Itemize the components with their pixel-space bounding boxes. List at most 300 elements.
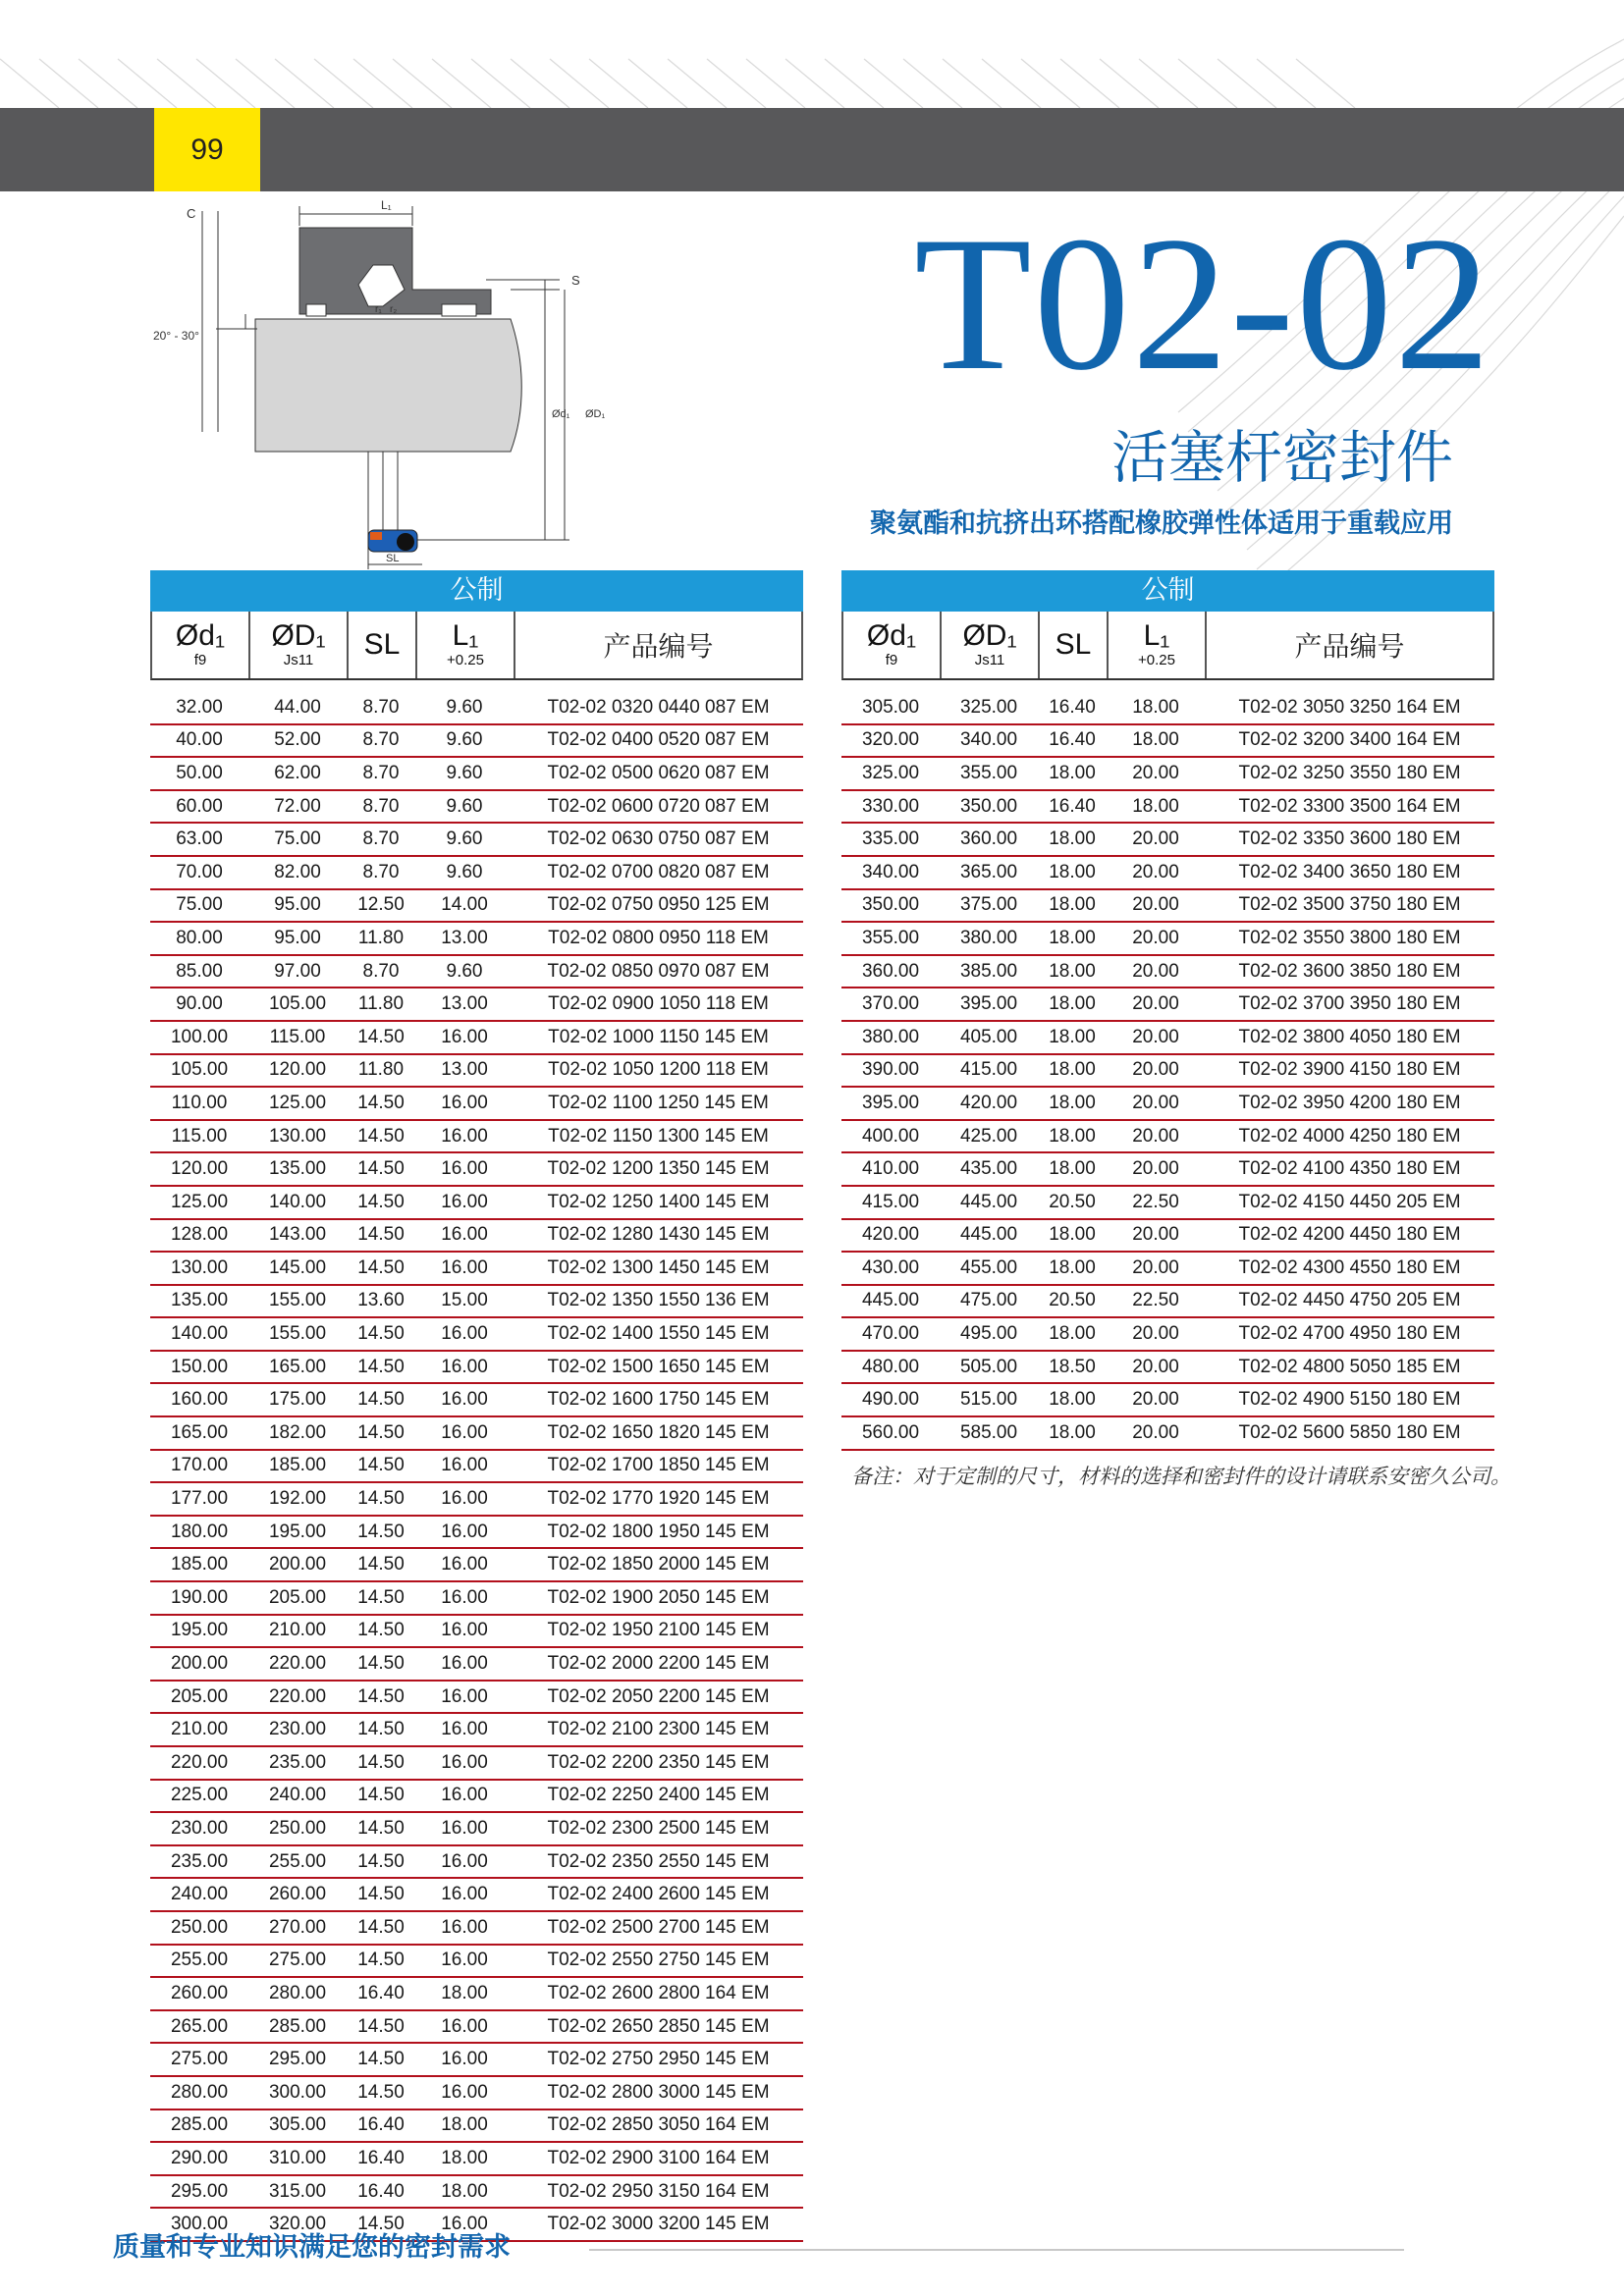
cell-D1: 350.00 (959, 795, 1018, 817)
cell-D1: 365.00 (959, 861, 1018, 882)
page-number: 99 (154, 108, 260, 191)
table-row (150, 1121, 803, 1154)
cell-l1: 16.00 (441, 1455, 488, 1476)
cell-l1: 16.00 (441, 1323, 488, 1345)
cell-sl: 13.60 (357, 1290, 405, 1311)
table-row (841, 890, 1494, 924)
table-row (841, 791, 1494, 825)
cell-D1: 130.00 (268, 1125, 327, 1147)
cell-D1: 105.00 (268, 993, 327, 1015)
cell-sl: 18.00 (1049, 1224, 1096, 1246)
cell-sl: 14.50 (357, 1026, 405, 1047)
cell-d1: 185.00 (170, 1554, 229, 1575)
cell-l1: 9.60 (446, 795, 483, 817)
cell-product-code: T02-02 2250 2400 145 EM (547, 1785, 770, 1806)
product-title: T02-02 (914, 197, 1492, 410)
cell-sl: 14.50 (357, 1719, 405, 1740)
cell-D1: 143.00 (268, 1224, 327, 1246)
cell-d1: 90.00 (176, 993, 223, 1015)
cell-l1: 20.00 (1132, 1092, 1179, 1113)
cell-D1: 445.00 (959, 1191, 1018, 1212)
cell-d1: 235.00 (170, 1850, 229, 1872)
table-row (841, 857, 1494, 890)
cell-sl: 14.50 (357, 1751, 405, 1773)
cell-sl: 14.50 (357, 1092, 405, 1113)
cell-sl: 14.50 (357, 1817, 405, 1839)
cell-product-code: T02-02 2850 3050 164 EM (547, 2114, 770, 2136)
cell-product-code: T02-02 3300 3500 164 EM (1238, 795, 1461, 817)
cell-l1: 16.00 (441, 1191, 488, 1212)
cell-d1: 355.00 (861, 927, 920, 948)
cell-product-code: T02-02 1050 1200 118 EM (548, 1059, 769, 1081)
cell-product-code: T02-02 1850 2000 145 EM (547, 1554, 770, 1575)
table-row (150, 758, 803, 791)
cell-l1: 20.00 (1132, 1224, 1179, 1246)
col-product-code: 产品编号 (603, 630, 714, 663)
product-subtitle: 活塞杆密封件 (1110, 424, 1453, 491)
cell-D1: 270.00 (268, 1916, 327, 1938)
cell-d1: 420.00 (861, 1224, 920, 1246)
cell-D1: 385.00 (959, 960, 1018, 982)
cell-l1: 20.00 (1132, 1323, 1179, 1345)
cell-product-code: T02-02 2000 2200 145 EM (547, 1653, 770, 1675)
cell-D1: 175.00 (268, 1389, 327, 1411)
table-row (841, 1187, 1494, 1220)
cell-d1: 40.00 (176, 729, 223, 751)
cell-d1: 335.00 (861, 828, 920, 850)
cell-l1: 20.00 (1132, 1158, 1179, 1180)
cell-d1: 160.00 (170, 1389, 229, 1411)
cell-product-code: T02-02 0800 0950 118 EM (548, 927, 769, 948)
cell-sl: 18.00 (1049, 861, 1096, 882)
cell-l1: 20.00 (1132, 1356, 1179, 1377)
table-row (150, 1451, 803, 1484)
cell-sl: 8.70 (362, 960, 400, 982)
cell-d1: 300.00 (170, 2214, 229, 2235)
cell-d1: 285.00 (170, 2114, 229, 2136)
cell-product-code: T02-02 0320 0440 087 EM (547, 696, 770, 718)
table-row (150, 890, 803, 924)
cell-l1: 13.00 (441, 993, 488, 1015)
cell-sl: 18.00 (1049, 1092, 1096, 1113)
table-row (150, 1846, 803, 1880)
cell-D1: 155.00 (268, 1323, 327, 1345)
table-row (841, 1022, 1494, 1055)
cell-D1: 305.00 (268, 2114, 327, 2136)
cell-l1: 20.00 (1132, 861, 1179, 882)
cell-sl: 18.00 (1049, 1421, 1096, 1443)
cell-d1: 140.00 (170, 1323, 229, 1345)
cell-D1: 375.00 (959, 894, 1018, 916)
cell-l1: 16.00 (441, 1125, 488, 1147)
cell-sl: 14.50 (357, 1884, 405, 1905)
cell-d1: 50.00 (176, 762, 223, 783)
table-row (150, 1879, 803, 1912)
cell-d1: 190.00 (170, 1586, 229, 1608)
cell-product-code: T02-02 0750 0950 125 EM (547, 894, 770, 916)
cell-l1: 20.00 (1132, 1389, 1179, 1411)
cell-D1: 475.00 (959, 1290, 1018, 1311)
cell-product-code: T02-02 2300 2500 145 EM (547, 1817, 770, 1839)
cell-product-code: T02-02 2900 3100 164 EM (547, 2147, 770, 2168)
cell-d1: 205.00 (170, 1685, 229, 1707)
cell-d1: 340.00 (861, 861, 920, 882)
table-row (150, 1253, 803, 1286)
cell-sl: 18.00 (1049, 993, 1096, 1015)
cell-d1: 75.00 (176, 894, 223, 916)
cell-l1: 16.00 (441, 1521, 488, 1542)
table-body (841, 692, 1494, 1451)
col-sl: SL (1040, 612, 1109, 678)
table-row (841, 725, 1494, 759)
table-row (150, 1648, 803, 1682)
cell-l1: 16.00 (441, 1653, 488, 1675)
cell-sl: 18.00 (1049, 894, 1096, 916)
table-row (841, 923, 1494, 956)
cell-D1: 95.00 (274, 927, 321, 948)
cell-sl: 18.00 (1049, 828, 1096, 850)
cell-d1: 180.00 (170, 1521, 229, 1542)
table-row (841, 1253, 1494, 1286)
dimension-table-left (150, 570, 803, 2242)
cell-sl: 16.40 (357, 1982, 405, 2003)
cell-D1: 495.00 (959, 1323, 1018, 1345)
table-row (841, 758, 1494, 791)
cell-l1: 16.00 (441, 1256, 488, 1278)
col-D1: ØD₁ Js11 (250, 612, 349, 678)
dimension-table-right (841, 570, 1494, 1451)
footer-slogan: 质量和专业知识满足您的密封需求 (113, 2232, 511, 2263)
cell-product-code: T02-02 2950 3150 164 EM (547, 2180, 770, 2202)
cell-d1: 32.00 (176, 696, 223, 718)
cell-product-code: T02-02 3600 3850 180 EM (1238, 960, 1461, 982)
table-row (841, 956, 1494, 989)
cell-sl: 18.00 (1049, 1256, 1096, 1278)
table-row (150, 2011, 803, 2045)
cell-D1: 310.00 (268, 2147, 327, 2168)
col-d1: Ød₁ f9 (843, 612, 942, 678)
table-row (150, 1582, 803, 1616)
table-row (841, 1153, 1494, 1187)
table-row (150, 1055, 803, 1089)
table-row (150, 1022, 803, 1055)
cell-sl: 18.00 (1049, 1125, 1096, 1147)
table-row (150, 1946, 803, 1979)
cell-l1: 16.00 (441, 1916, 488, 1938)
cell-sl: 16.40 (1049, 696, 1096, 718)
cell-D1: 585.00 (959, 1421, 1018, 1443)
cell-D1: 250.00 (268, 1817, 327, 1839)
cell-sl: 18.00 (1049, 1059, 1096, 1081)
cell-product-code: T02-02 2600 2800 164 EM (547, 1982, 770, 2003)
cell-sl: 18.00 (1049, 762, 1096, 783)
cell-product-code: T02-02 3700 3950 180 EM (1238, 993, 1461, 1015)
cell-sl: 14.50 (357, 1653, 405, 1675)
cell-product-code: T02-02 4100 4350 180 EM (1238, 1158, 1461, 1180)
cell-D1: 425.00 (959, 1125, 1018, 1147)
cell-product-code: T02-02 4450 4750 205 EM (1238, 1290, 1461, 1311)
table-row (150, 1088, 803, 1121)
cell-l1: 18.00 (1132, 696, 1179, 718)
diagram-label-r1: r₁ (375, 304, 382, 315)
cell-d1: 165.00 (170, 1421, 229, 1443)
cell-product-code: T02-02 1350 1550 136 EM (547, 1290, 770, 1311)
cell-sl: 18.00 (1049, 1158, 1096, 1180)
cell-d1: 330.00 (861, 795, 920, 817)
table-row (150, 1781, 803, 1814)
cell-d1: 177.00 (170, 1488, 229, 1510)
cell-D1: 155.00 (268, 1290, 327, 1311)
cell-D1: 455.00 (959, 1256, 1018, 1278)
table-row (150, 1549, 803, 1582)
table-row (150, 692, 803, 725)
cell-l1: 9.60 (446, 828, 483, 850)
table-row (150, 1384, 803, 1417)
cell-sl: 14.50 (357, 1256, 405, 1278)
cell-sl: 14.50 (357, 1356, 405, 1377)
table-row (150, 1682, 803, 1715)
cell-product-code: T02-02 2200 2350 145 EM (547, 1751, 770, 1773)
cell-l1: 15.00 (441, 1290, 488, 1311)
cell-d1: 260.00 (170, 1982, 229, 2003)
cell-sl: 20.50 (1049, 1191, 1096, 1212)
cell-d1: 195.00 (170, 1620, 229, 1641)
cell-product-code: T02-02 3900 4150 180 EM (1238, 1059, 1461, 1081)
cell-l1: 16.00 (441, 1817, 488, 1839)
cell-D1: 275.00 (268, 1949, 327, 1971)
diagram-label-l1: L₁ (381, 198, 392, 212)
cell-sl: 16.40 (1049, 795, 1096, 817)
cell-l1: 16.00 (441, 1092, 488, 1113)
cell-sl: 14.50 (357, 2015, 405, 2037)
cell-sl: 8.70 (362, 696, 400, 718)
cell-product-code: T02-02 4900 5150 180 EM (1238, 1389, 1461, 1411)
cell-D1: 62.00 (274, 762, 321, 783)
cell-product-code: T02-02 2400 2600 145 EM (547, 1884, 770, 1905)
cell-sl: 14.50 (357, 1685, 405, 1707)
table-row (841, 1121, 1494, 1154)
cell-sl: 12.50 (357, 894, 405, 916)
cell-d1: 220.00 (170, 1751, 229, 1773)
table-row (841, 1055, 1494, 1089)
cell-product-code: T02-02 0500 0620 087 EM (547, 762, 770, 783)
cell-D1: 195.00 (268, 1521, 327, 1542)
table-row (841, 1417, 1494, 1451)
cell-D1: 75.00 (274, 828, 321, 850)
cell-D1: 260.00 (268, 1884, 327, 1905)
cell-D1: 210.00 (268, 1620, 327, 1641)
table-row (841, 1220, 1494, 1254)
cell-sl: 14.50 (357, 2214, 405, 2235)
cell-sl: 16.40 (357, 2114, 405, 2136)
cell-d1: 295.00 (170, 2180, 229, 2202)
cell-product-code: T02-02 1400 1550 145 EM (547, 1323, 770, 1345)
cell-d1: 370.00 (861, 993, 920, 1015)
cell-d1: 80.00 (176, 927, 223, 948)
cell-D1: 395.00 (959, 993, 1018, 1015)
cell-d1: 265.00 (170, 2015, 229, 2037)
seal-cross-section-diagram (147, 196, 638, 569)
table-body (150, 692, 803, 2242)
table-row (150, 1286, 803, 1319)
cell-product-code: T02-02 1500 1650 145 EM (547, 1356, 770, 1377)
cell-sl: 11.80 (357, 927, 405, 948)
cell-product-code: T02-02 3350 3600 180 EM (1238, 828, 1461, 850)
cell-l1: 20.00 (1132, 1421, 1179, 1443)
cell-d1: 135.00 (170, 1290, 229, 1311)
table-row (150, 1417, 803, 1451)
cell-D1: 95.00 (274, 894, 321, 916)
cell-D1: 300.00 (268, 2081, 327, 2103)
table-row (150, 1352, 803, 1385)
cell-D1: 445.00 (959, 1224, 1018, 1246)
cell-l1: 16.00 (441, 1421, 488, 1443)
cell-D1: 315.00 (268, 2180, 327, 2202)
cell-l1: 16.00 (441, 1751, 488, 1773)
cell-l1: 18.00 (441, 2114, 488, 2136)
cell-D1: 285.00 (268, 2015, 327, 2037)
cell-l1: 18.00 (441, 2180, 488, 2202)
table-row (150, 1912, 803, 1946)
table-row (150, 791, 803, 825)
cell-sl: 11.80 (357, 993, 405, 1015)
cell-d1: 560.00 (861, 1421, 920, 1443)
table-row (150, 2110, 803, 2144)
col-l1: L₁ +0.25 (417, 612, 515, 678)
table-row (841, 1318, 1494, 1352)
cell-d1: 120.00 (170, 1158, 229, 1180)
cell-d1: 410.00 (861, 1158, 920, 1180)
cell-D1: 220.00 (268, 1653, 327, 1675)
cell-l1: 13.00 (441, 1059, 488, 1081)
cell-l1: 20.00 (1132, 1026, 1179, 1047)
cell-l1: 9.60 (446, 861, 483, 882)
cell-sl: 16.40 (357, 2147, 405, 2168)
table-row (150, 1483, 803, 1517)
remark-note: 备注：对于定制的尺寸，材料的选择和密封件的设计请联系安密久公司。 (851, 1465, 1511, 1488)
table-row (150, 2044, 803, 2077)
cell-l1: 20.00 (1132, 927, 1179, 948)
cell-D1: 325.00 (959, 696, 1018, 718)
table-row (841, 1384, 1494, 1417)
cell-d1: 150.00 (170, 1356, 229, 1377)
table-row (150, 2077, 803, 2110)
table-row (841, 824, 1494, 857)
cell-product-code: T02-02 4200 4450 180 EM (1238, 1224, 1461, 1246)
cell-sl: 14.50 (357, 1850, 405, 1872)
diagram-label-d1: Ød₁ (552, 408, 570, 420)
diagram-label-D1: ØD₁ (585, 408, 606, 420)
cell-l1: 18.00 (441, 2147, 488, 2168)
col-sl: SL (349, 612, 417, 678)
cell-d1: 255.00 (170, 1949, 229, 1971)
cell-product-code: T02-02 4800 5050 185 EM (1238, 1356, 1461, 1377)
diagram-label-c: C (187, 206, 196, 221)
cell-D1: 72.00 (274, 795, 321, 817)
cell-sl: 14.50 (357, 1224, 405, 1246)
cell-sl: 8.70 (362, 795, 400, 817)
cell-product-code: T02-02 4300 4550 180 EM (1238, 1256, 1461, 1278)
cell-product-code: T02-02 0600 0720 087 EM (547, 795, 770, 817)
cell-sl: 14.50 (357, 1323, 405, 1345)
cell-product-code: T02-02 2800 3000 145 EM (547, 2081, 770, 2103)
cell-d1: 125.00 (170, 1191, 229, 1212)
cell-product-code: T02-02 1250 1400 145 EM (547, 1191, 770, 1212)
table-row (150, 988, 803, 1022)
cell-D1: 145.00 (268, 1256, 327, 1278)
cell-product-code: T02-02 2650 2850 145 EM (547, 2015, 770, 2037)
cell-product-code: T02-02 3500 3750 180 EM (1238, 894, 1461, 916)
cell-product-code: T02-02 1200 1350 145 EM (547, 1158, 770, 1180)
cell-d1: 110.00 (171, 1092, 228, 1113)
cell-d1: 170.00 (170, 1455, 229, 1476)
cell-l1: 9.60 (446, 729, 483, 751)
table-row (150, 1153, 803, 1187)
cell-l1: 20.00 (1132, 762, 1179, 783)
product-description: 聚氨酯和抗挤出环搭配橡胶弹性体适用于重载应用 (870, 508, 1453, 539)
cell-l1: 16.00 (441, 1719, 488, 1740)
cell-product-code: T02-02 3400 3650 180 EM (1238, 861, 1461, 882)
cell-product-code: T02-02 2350 2550 145 EM (547, 1850, 770, 1872)
cell-l1: 22.50 (1132, 1290, 1179, 1311)
cell-d1: 445.00 (861, 1290, 920, 1311)
table-row (841, 1286, 1494, 1319)
cell-D1: 405.00 (959, 1026, 1018, 1047)
cell-product-code: T02-02 1600 1750 145 EM (547, 1389, 770, 1411)
cell-sl: 14.50 (357, 1785, 405, 1806)
cell-D1: 120.00 (268, 1059, 327, 1081)
table-row (150, 725, 803, 759)
cell-d1: 380.00 (861, 1026, 920, 1047)
cell-l1: 16.00 (441, 1850, 488, 1872)
cell-d1: 60.00 (176, 795, 223, 817)
cell-d1: 115.00 (171, 1125, 228, 1147)
table-row (150, 1978, 803, 2011)
cell-product-code: T02-02 0850 0970 087 EM (547, 960, 770, 982)
cell-d1: 470.00 (861, 1323, 920, 1345)
cell-d1: 85.00 (176, 960, 223, 982)
cell-D1: 380.00 (959, 927, 1018, 948)
table-row (150, 1747, 803, 1781)
cell-sl: 18.00 (1049, 927, 1096, 948)
cell-product-code: T02-02 3000 3200 145 EM (547, 2214, 770, 2235)
cell-product-code: T02-02 0400 0520 087 EM (547, 729, 770, 751)
cell-product-code: T02-02 3550 3800 180 EM (1238, 927, 1461, 948)
cell-d1: 290.00 (170, 2147, 229, 2168)
cell-l1: 16.00 (441, 1554, 488, 1575)
cell-l1: 20.00 (1132, 1125, 1179, 1147)
cell-l1: 9.60 (446, 696, 483, 718)
cell-product-code: T02-02 4150 4450 205 EM (1238, 1191, 1461, 1212)
cell-sl: 18.50 (1049, 1356, 1096, 1377)
cell-sl: 14.50 (357, 1949, 405, 1971)
cell-d1: 100.00 (170, 1026, 229, 1047)
diagram-label-r2: r₂ (390, 304, 398, 315)
cell-product-code: T02-02 5600 5850 180 EM (1238, 1421, 1461, 1443)
cell-l1: 18.00 (1132, 795, 1179, 817)
cell-product-code: T02-02 2050 2200 145 EM (547, 1685, 770, 1707)
cell-product-code: T02-02 1280 1430 145 EM (547, 1224, 770, 1246)
cell-l1: 13.00 (441, 927, 488, 948)
cell-sl: 8.70 (362, 729, 400, 751)
cell-D1: 220.00 (268, 1685, 327, 1707)
cell-product-code: T02-02 3250 3550 180 EM (1238, 762, 1461, 783)
cell-D1: 515.00 (959, 1389, 1018, 1411)
cell-D1: 82.00 (274, 861, 321, 882)
cell-D1: 165.00 (268, 1356, 327, 1377)
cell-D1: 415.00 (959, 1059, 1018, 1081)
cell-d1: 63.00 (176, 828, 223, 850)
